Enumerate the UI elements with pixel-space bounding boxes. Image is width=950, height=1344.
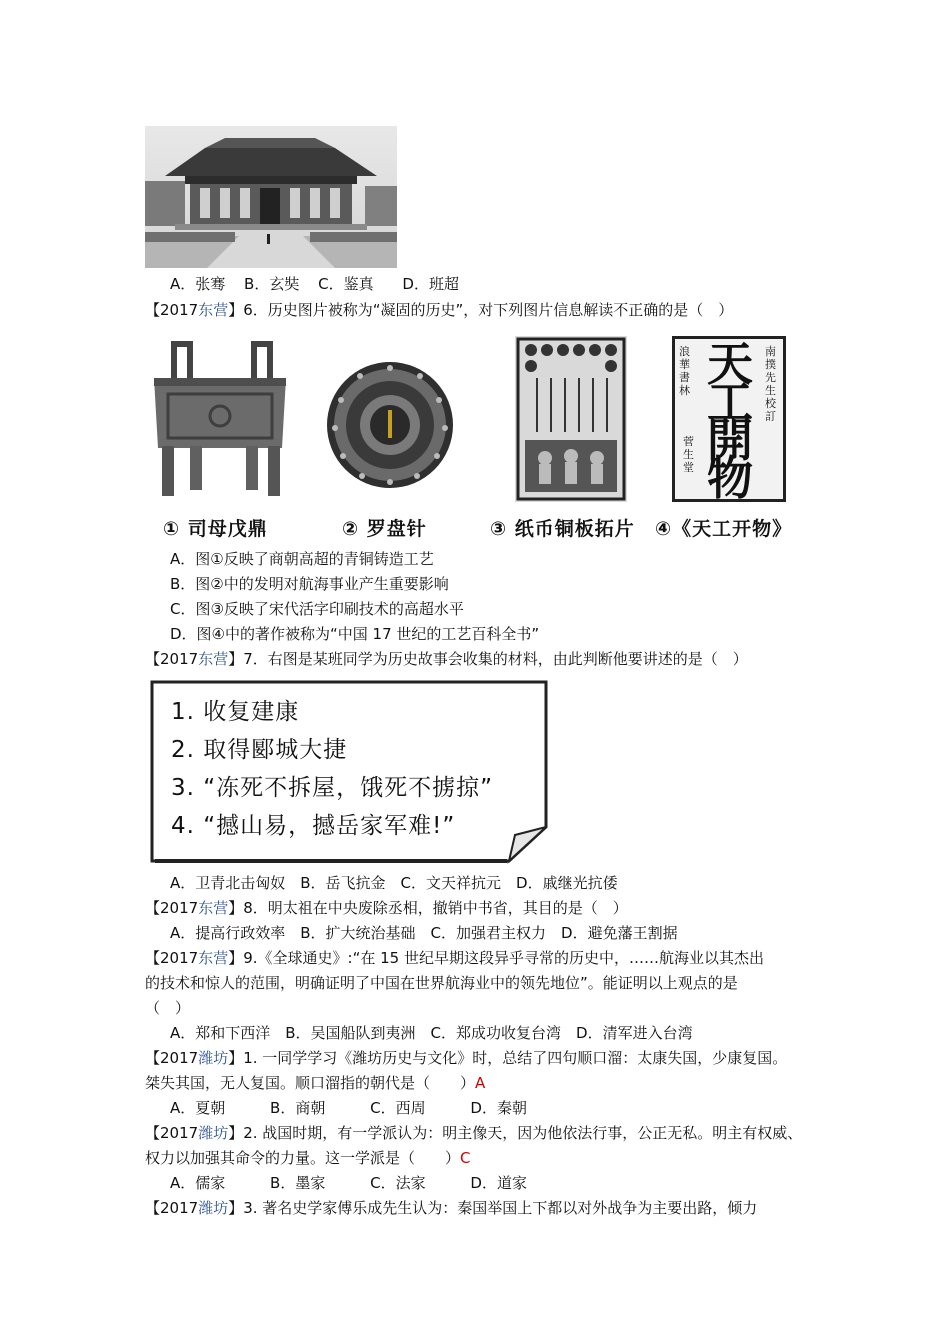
q5-option-c: C．鉴真: [318, 275, 374, 293]
w2-stem-1: 【2017潍坊】2. 战国时期，有一学派认为：明主像天，因为他依法行事，公正无私。明主有权威、: [145, 1124, 803, 1142]
q5-option-b: B．玄奘: [244, 275, 300, 293]
q6-option-c: C．图③反映了宋代活字印刷技术的高超水平: [170, 600, 464, 618]
caption-1: ① 司母戊鼎: [163, 518, 268, 540]
tiangong-kaiwu-book-image: [672, 336, 786, 505]
w2-answer: C: [460, 1149, 471, 1167]
q7-stem: 【2017东营】7．右图是某班同学为历史故事会收集的材料，由此判断他要讲述的是（ ）: [145, 650, 748, 668]
w2-option-d: D．道家: [470, 1174, 527, 1192]
w1-option-b: B．商朝: [270, 1099, 326, 1117]
q9-options: A．郑和下西洋 B．吴国船队到夷洲 C．郑成功收复台湾 D．清军进入台湾: [170, 1024, 693, 1042]
note-line-2: 2. 取得郾城大捷: [171, 737, 348, 763]
caption-4: ④《天工开物》: [655, 518, 793, 540]
source-tag: 【2017东营】: [145, 650, 244, 668]
source-tag: 【2017东营】: [145, 899, 244, 917]
w1-answer: A: [475, 1074, 486, 1092]
w2-option-c: C．法家: [370, 1174, 426, 1192]
w1-stem-2: 桀失其国，无人复国。顺口溜指的朝代是（ ）A: [145, 1074, 486, 1092]
paper-money-rubbing-image: [515, 336, 627, 502]
book-publisher: 菅生堂: [683, 435, 694, 474]
book-title: 天工開物: [707, 337, 753, 505]
q6-option-b: B．图②中的发明对航海事业产生重要影响: [170, 575, 449, 593]
temple-photo: [145, 126, 397, 268]
q8-stem: 【2017东营】8．明太祖在中央废除丞相，撤销中书省，其目的是（ ）: [145, 899, 628, 917]
q6-stem: 【2017东营】6．历史图片被称为“凝固的历史”，对下列图片信息解读不正确的是（ ）: [145, 301, 734, 319]
w1-options: [170, 1097, 541, 1119]
q9-stem-1: 【2017东营】9.《全球通史》:“在 15 世纪早期这段异乎寻常的历史中，……航海业以其杰出: [145, 949, 764, 967]
book-left-text: 浪華書林: [679, 345, 690, 397]
q8-options: A．提高行政效率 B．扩大统治基础 C．加强君主权力 D．避免藩王割据: [170, 924, 678, 942]
q9-stem-3: （ ）: [145, 999, 191, 1017]
source-tag: 【2017潍坊】: [145, 1124, 244, 1142]
w3-stem-1: 【2017潍坊】3. 著名史学家傅乐成先生认为：秦国举国上下都以对外战争为主要出路，倾力: [145, 1199, 758, 1217]
q7-options: A．卫青北击匈奴 B．岳飞抗金 C．文天祥抗元 D．戚继光抗倭: [170, 874, 618, 892]
w2-option-b: B．墨家: [270, 1174, 326, 1192]
note-line-4: 4. “撼山易，撼岳家军难!”: [171, 813, 456, 839]
simuwu-ding-image: [150, 340, 290, 500]
source-tag: 【2017潍坊】: [145, 1199, 244, 1217]
w1-stem-1: 【2017潍坊】1. 一同学学习《潍坊历史与文化》时，总结了四句顺口溜：太康失国，少康复国。: [145, 1049, 788, 1067]
caption-2: ② 罗盘针: [342, 518, 427, 540]
q5-option-a: A．张骞: [170, 275, 226, 293]
q6-option-d: D．图④中的著作被称为“中国 17 世纪的工艺百科全书”: [170, 625, 540, 643]
q9-stem-2: 的技术和惊人的范围，明确证明了中国在世界航海业中的领先地位”。能证明以上观点的是: [145, 974, 738, 992]
caption-3: ③ 纸币铜板拓片: [490, 518, 635, 540]
source-tag: 【2017潍坊】: [145, 1049, 244, 1067]
w2-options: [170, 1172, 541, 1194]
w2-option-a: A．儒家: [170, 1174, 226, 1192]
book-right-text: 南撲先生校訂: [765, 345, 776, 423]
q5-option-d: D．班超: [402, 275, 459, 293]
compass-image: [325, 350, 455, 500]
note-line-1: 1. 收复建康: [171, 699, 300, 725]
q5-options: [170, 273, 473, 295]
q6-option-a: A．图①反映了商朝高超的青铜铸造工艺: [170, 550, 434, 568]
note-card: [149, 679, 549, 864]
w1-option-d: D．秦朝: [470, 1099, 527, 1117]
w1-option-a: A．夏朝: [170, 1099, 226, 1117]
w1-option-c: C．西周: [370, 1099, 426, 1117]
source-tag: 【2017东营】: [145, 301, 244, 319]
note-line-3: 3. “冻死不拆屋，饿死不掳掠”: [171, 775, 494, 801]
w2-stem-2: 权力以加强其命令的力量。这一学派是（ ）C: [145, 1149, 471, 1167]
source-tag: 【2017东营】: [145, 949, 244, 967]
